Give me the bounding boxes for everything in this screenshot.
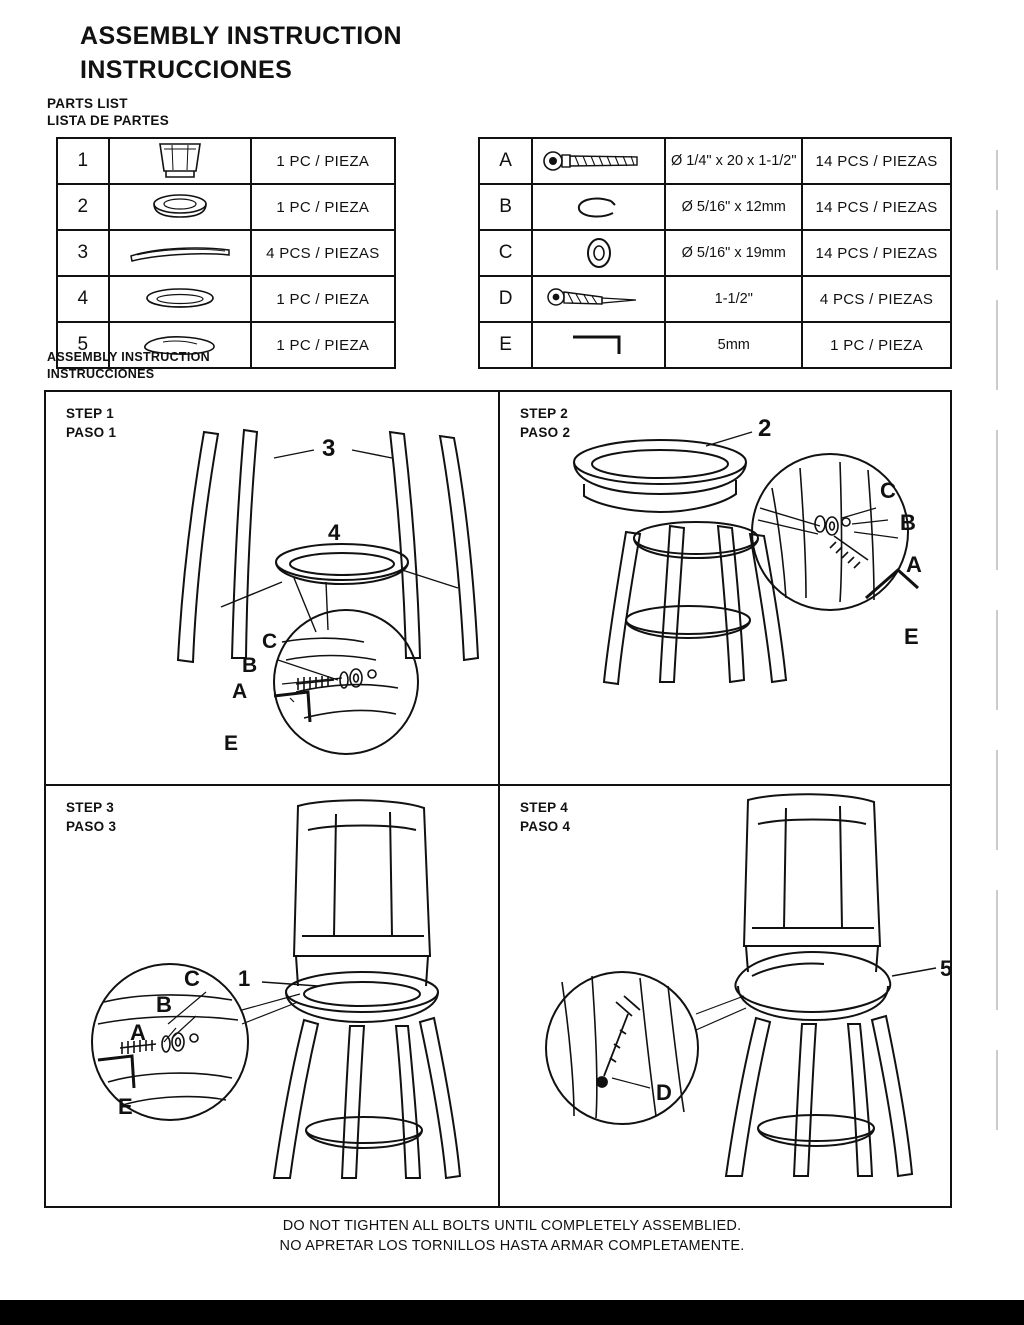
callout-E: E [118, 1094, 133, 1119]
part-qty: 1 PC / PIEZA [251, 322, 395, 368]
step-4-label-en: STEP 4 [520, 800, 569, 815]
callout-C: C [262, 630, 278, 653]
hardware-qty: 14 PCS / PIEZAS [802, 230, 951, 276]
hardware-qty: 14 PCS / PIEZAS [802, 184, 951, 230]
step-4-label-es: PASO 4 [520, 819, 571, 834]
part-image-cell [109, 138, 251, 184]
hardware-spec: 5mm [665, 322, 802, 368]
step-2-label-es: PASO 2 [520, 425, 571, 440]
callout-C: C [184, 966, 200, 991]
flat-washer-icon [576, 237, 622, 269]
step-2-label-en: STEP 2 [520, 406, 569, 421]
hardware-id: B [479, 184, 532, 230]
table-row [57, 276, 395, 322]
callout-A: A [130, 1020, 146, 1045]
hardware-image-cell [532, 230, 665, 276]
hardware-id: E [479, 322, 532, 368]
hardware-image-cell [532, 322, 665, 368]
wood-screw-icon [544, 284, 654, 314]
part-qty: 1 PC / PIEZA [251, 138, 395, 184]
parts-list-heading-en: PARTS LIST [47, 96, 128, 111]
parts-list-heading-es: LISTA DE PARTES [47, 113, 170, 128]
step-1-label-en: STEP 1 [66, 406, 115, 421]
callout-4: 4 [328, 520, 341, 545]
table-row [57, 184, 395, 230]
step-1-label-es: PASO 1 [66, 425, 117, 440]
part-id: 5 [57, 322, 109, 368]
hardware-list-table [478, 137, 952, 369]
hardware-id: C [479, 230, 532, 276]
leg-part-icon [125, 239, 235, 267]
hardware-image-cell [532, 276, 665, 322]
hardware-spec: Ø 5/16" x 12mm [665, 184, 802, 230]
part-id: 3 [57, 230, 109, 276]
step-3-diagram [46, 786, 500, 1206]
callout-1: 1 [238, 966, 251, 991]
hardware-spec: 1-1/2" [665, 276, 802, 322]
step-3-panel [46, 786, 500, 1206]
part-qty: 1 PC / PIEZA [251, 184, 395, 230]
step-2-panel [500, 392, 950, 786]
assembly-heading-en: ASSEMBLY INSTRUCTION [47, 350, 210, 364]
table-row [479, 276, 951, 322]
part-id: 4 [57, 276, 109, 322]
callout-B: B [242, 654, 258, 677]
callout-A: A [232, 680, 248, 703]
footer-note-en: DO NOT TIGHTEN ALL BOLTS UNTIL COMPLETELY ASSEMBLIED. [282, 1218, 742, 1234]
callout-3: 3 [322, 435, 336, 462]
table-row [57, 138, 395, 184]
step-1-label [66, 404, 116, 442]
page-title-en: ASSEMBLY INSTRUCTION [80, 22, 402, 50]
scan-edge-bar [0, 1300, 1024, 1325]
hardware-image-cell [532, 138, 665, 184]
table-row [57, 230, 395, 276]
step-2-diagram [500, 392, 950, 786]
hardware-id: A [479, 138, 532, 184]
part-image-cell [109, 276, 251, 322]
page-title-es: INSTRUCCIONES [80, 56, 293, 84]
parts-list-table [56, 137, 396, 369]
hardware-qty: 4 PCS / PIEZAS [802, 276, 951, 322]
callout-E: E [904, 624, 919, 649]
spring-washer-icon [569, 193, 629, 221]
step-4-diagram [500, 786, 953, 1206]
step-4-panel [500, 786, 953, 1206]
hex-bolt-icon [539, 146, 659, 176]
table-row [479, 322, 951, 368]
part-id: 2 [57, 184, 109, 230]
hardware-id: D [479, 276, 532, 322]
part-qty: 4 PCS / PIEZAS [251, 230, 395, 276]
part-image-cell [109, 230, 251, 276]
callout-5: 5 [940, 956, 953, 981]
hardware-qty: 1 PC / PIEZA [802, 322, 951, 368]
callout-2: 2 [758, 415, 772, 442]
step-3-label [66, 798, 116, 836]
step-4-label [520, 798, 570, 836]
hardware-qty: 14 PCS / PIEZAS [802, 138, 951, 184]
part-image-cell [109, 184, 251, 230]
seat-back-part-icon [142, 141, 218, 181]
table-row [479, 138, 951, 184]
callout-C: C [880, 478, 896, 503]
step-3-label-es: PASO 3 [66, 819, 117, 834]
step-3-label-en: STEP 3 [66, 800, 115, 815]
step-1-diagram [46, 392, 500, 786]
callout-A: A [906, 552, 922, 577]
callout-D: D [656, 1080, 672, 1105]
step-2-label [520, 404, 570, 442]
assembly-heading-es: INSTRUCCIONES [47, 367, 155, 381]
callout-E: E [224, 732, 239, 755]
hardware-image-cell [532, 184, 665, 230]
part-id: 1 [57, 138, 109, 184]
ring-frame-part-icon [135, 284, 225, 314]
part-qty: 1 PC / PIEZA [251, 276, 395, 322]
table-row [479, 184, 951, 230]
allen-wrench-icon [559, 330, 639, 360]
table-row [479, 230, 951, 276]
swivel-plate-part-icon [142, 190, 218, 224]
steps-grid [44, 390, 952, 1208]
hardware-spec: Ø 1/4" x 20 x 1-1/2" [665, 138, 802, 184]
footer-note-es: NO APRETAR LOS TORNILLOS HASTA ARMAR COMPLETAMENTE. [279, 1238, 745, 1254]
page-edge-marks [995, 150, 999, 1150]
callout-B: B [900, 510, 916, 535]
hardware-spec: Ø 5/16" x 19mm [665, 230, 802, 276]
callout-B: B [156, 992, 172, 1017]
step-1-panel [46, 392, 500, 786]
